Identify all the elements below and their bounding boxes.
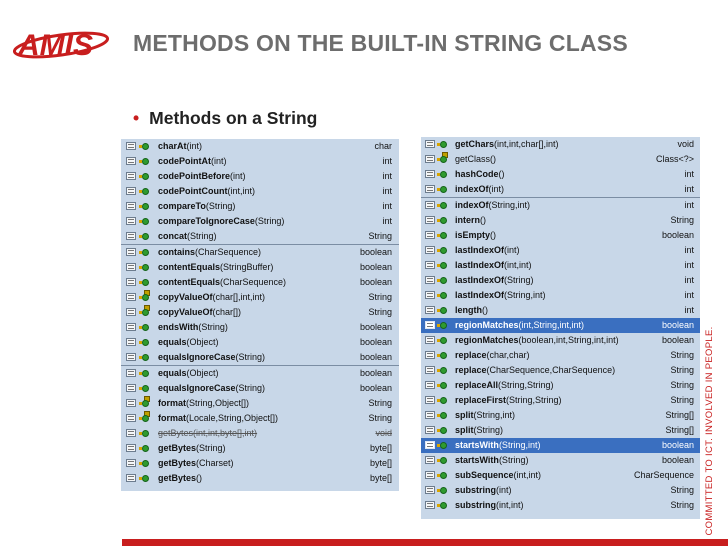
method-name: endsWith — [158, 322, 199, 332]
method-icon — [142, 249, 149, 256]
method-icon — [142, 415, 149, 422]
method-icon — [440, 186, 447, 193]
list-item[interactable] — [121, 335, 399, 350]
method-icon — [440, 171, 447, 178]
method-name: getChars — [455, 139, 495, 149]
method-name: charAt — [158, 141, 187, 151]
return-type: boolean — [661, 440, 694, 450]
method-name: hashCode — [455, 169, 499, 179]
return-type: byte[] — [369, 443, 392, 453]
return-type: String — [368, 292, 392, 302]
return-type: boolean — [359, 322, 392, 332]
list-icon — [126, 444, 136, 452]
method-icon — [440, 337, 447, 344]
method-args: (char[]) — [212, 307, 242, 317]
bullet-dot-icon: • — [133, 108, 140, 128]
return-type: char — [374, 141, 392, 151]
method-name: contentEquals — [158, 262, 221, 272]
method-args: (String) — [235, 383, 266, 393]
list-item[interactable] — [121, 169, 399, 184]
list-item[interactable] — [421, 378, 700, 393]
method-args: (int) — [504, 245, 520, 255]
method-args: (Locale,String,Object[]) — [186, 413, 279, 423]
list-item[interactable] — [121, 381, 399, 396]
method-args: (int) — [211, 156, 227, 166]
method-name: replace — [455, 350, 487, 360]
return-type: boolean — [661, 455, 694, 465]
method-icon — [440, 262, 447, 269]
method-args: (String,int) — [473, 410, 516, 420]
method-icon — [440, 202, 447, 209]
method-name: compareTo — [158, 201, 206, 211]
list-item[interactable] — [421, 483, 700, 498]
method-icon — [440, 292, 447, 299]
list-item[interactable] — [421, 423, 700, 438]
list-item[interactable] — [421, 167, 700, 182]
amis-logo — [12, 22, 110, 64]
list-icon — [425, 336, 435, 344]
method-icon — [142, 158, 149, 165]
method-args: () — [482, 305, 488, 315]
logo-text: AMIS — [18, 29, 93, 62]
page-title: METHODS ON THE BUILT-IN STRING CLASS — [133, 30, 628, 56]
list-icon — [126, 293, 136, 301]
method-name: lastIndexOf — [455, 275, 505, 285]
method-name: concat — [158, 231, 188, 241]
method-args: (Object) — [186, 368, 219, 378]
return-type: String — [670, 215, 694, 225]
method-icon — [440, 277, 447, 284]
method-args: (CharSequence) — [195, 247, 262, 257]
method-name: codePointAt — [158, 156, 211, 166]
return-type: int — [382, 201, 392, 211]
return-type: byte[] — [369, 458, 392, 468]
method-name: split — [455, 410, 474, 420]
list-item[interactable] — [121, 411, 399, 426]
method-args: (CharSequence) — [220, 277, 287, 287]
method-args: () — [196, 473, 203, 483]
method-args: (int) — [186, 141, 203, 151]
method-icon — [440, 247, 447, 254]
list-icon — [425, 366, 435, 374]
method-name: equalsIgnoreCase — [158, 352, 236, 362]
list-icon — [425, 396, 435, 404]
list-icon — [425, 140, 435, 148]
list-icon — [126, 248, 136, 256]
return-type: String — [368, 231, 392, 241]
method-icon — [440, 352, 447, 359]
method-name: lastIndexOf — [455, 245, 505, 255]
completion-list-right[interactable] — [421, 137, 700, 519]
method-name: copyValueOf — [158, 307, 213, 317]
return-type: boolean — [359, 337, 392, 347]
method-args: (int,int) — [513, 470, 542, 480]
return-type: boolean — [359, 383, 392, 393]
method-name: subSequence — [455, 470, 514, 480]
list-icon — [425, 486, 435, 494]
list-item-deprecated[interactable] — [121, 426, 399, 441]
method-name: replace — [455, 365, 487, 375]
list-icon — [425, 441, 435, 449]
list-icon — [126, 172, 136, 180]
list-icon — [126, 459, 136, 467]
method-icon — [142, 460, 149, 467]
method-args: (String) — [235, 352, 266, 362]
method-args: (StringBuffer) — [220, 262, 274, 272]
list-icon — [425, 185, 435, 193]
method-name: startsWith — [455, 440, 499, 450]
list-item[interactable] — [421, 182, 700, 197]
method-icon — [142, 445, 149, 452]
return-type: String — [670, 395, 694, 405]
list-item[interactable] — [121, 350, 399, 365]
method-args: (Object) — [186, 337, 219, 347]
completion-list-left[interactable] — [121, 139, 399, 491]
method-args: (int) — [496, 485, 512, 495]
method-name: intern — [455, 215, 481, 225]
method-name: replaceFirst — [455, 395, 507, 405]
method-name: lastIndexOf — [455, 290, 505, 300]
list-item[interactable] — [421, 468, 700, 483]
return-type: String — [670, 380, 694, 390]
return-type: int — [684, 290, 694, 300]
method-args: (String) — [205, 201, 236, 211]
method-name: contentEquals — [158, 277, 221, 287]
method-icon — [440, 156, 447, 163]
method-icon — [142, 294, 149, 301]
method-icon — [440, 457, 447, 464]
return-type: int — [684, 245, 694, 255]
list-icon — [425, 246, 435, 254]
return-type: int — [382, 171, 392, 181]
method-args: (String,int) — [488, 200, 531, 210]
return-type: String[] — [665, 410, 694, 420]
list-item[interactable] — [421, 453, 700, 468]
list-item[interactable] — [421, 303, 700, 318]
method-args: () — [490, 230, 497, 240]
method-args: (int) — [230, 171, 246, 181]
method-name: format — [158, 413, 187, 423]
list-item[interactable] — [421, 288, 700, 303]
return-type: void — [375, 428, 392, 438]
return-type: boolean — [359, 247, 392, 257]
list-item[interactable] — [421, 498, 700, 513]
list-icon — [425, 216, 435, 224]
method-name: equalsIgnoreCase — [158, 383, 236, 393]
return-type: int — [684, 305, 694, 315]
list-item-selected[interactable] — [421, 318, 700, 333]
return-type: int — [684, 260, 694, 270]
list-item[interactable] — [121, 365, 399, 381]
list-icon — [126, 202, 136, 210]
method-icon — [142, 339, 149, 346]
list-item[interactable] — [121, 275, 399, 290]
method-args: (String,Object[]) — [186, 398, 250, 408]
method-args: (boolean,int,String,int,int) — [518, 335, 619, 345]
list-icon — [425, 261, 435, 269]
method-icon — [142, 264, 149, 271]
method-icon — [440, 232, 447, 239]
list-item[interactable] — [421, 363, 700, 378]
list-item[interactable] — [421, 197, 700, 213]
list-icon — [425, 456, 435, 464]
method-icon — [142, 309, 149, 316]
method-args: (String) — [473, 425, 504, 435]
list-icon — [126, 429, 136, 437]
method-args: (String) — [504, 275, 534, 285]
list-icon — [126, 369, 136, 377]
list-icon — [126, 474, 136, 482]
list-icon — [425, 351, 435, 359]
method-name: isEmpty — [455, 230, 491, 240]
method-args: (int,int,byte[],int) — [193, 428, 258, 438]
method-name: getBytes — [158, 473, 197, 483]
method-name: regionMatches — [455, 335, 519, 345]
list-icon — [126, 187, 136, 195]
method-icon — [142, 143, 149, 150]
method-name: substring — [455, 485, 497, 495]
method-args: (int,int,char[],int) — [494, 139, 559, 149]
method-args: (String) — [196, 443, 226, 453]
list-item[interactable] — [121, 305, 399, 320]
list-icon — [126, 399, 136, 407]
list-item[interactable] — [121, 184, 399, 199]
list-icon — [126, 217, 136, 225]
list-item[interactable] — [421, 258, 700, 273]
list-icon — [425, 155, 435, 163]
list-icon — [425, 231, 435, 239]
method-icon — [142, 173, 149, 180]
return-type: String — [670, 485, 694, 495]
list-item[interactable] — [421, 137, 700, 152]
list-icon — [126, 338, 136, 346]
list-item[interactable] — [121, 471, 399, 486]
list-item[interactable] — [121, 290, 399, 305]
method-name: getBytes — [158, 428, 194, 438]
method-name: equals — [158, 337, 187, 347]
list-icon — [126, 414, 136, 422]
method-icon — [440, 217, 447, 224]
list-item[interactable] — [121, 396, 399, 411]
method-name: replaceAll — [455, 380, 499, 390]
list-icon — [425, 201, 435, 209]
footer-bar — [122, 539, 728, 546]
method-args: (String,int) — [498, 440, 541, 450]
method-name: indexOf — [455, 200, 489, 210]
list-item[interactable] — [121, 199, 399, 214]
tagline-text: COMMITTED TO ICT. INVOLVED IN PEOPLE. — [704, 326, 715, 536]
return-type: byte[] — [369, 473, 392, 483]
method-args: (char[],int,int) — [212, 292, 266, 302]
method-icon — [142, 218, 149, 225]
list-item[interactable] — [421, 152, 700, 167]
method-icon — [142, 324, 149, 331]
method-icon — [142, 203, 149, 210]
list-icon — [126, 353, 136, 361]
return-type: String — [368, 398, 392, 408]
list-item[interactable] — [121, 214, 399, 229]
return-type: String — [368, 307, 392, 317]
list-item[interactable] — [121, 139, 399, 154]
method-name: lastIndexOf — [455, 260, 505, 270]
method-args: (String,String) — [498, 380, 554, 390]
method-icon — [440, 141, 447, 148]
return-type: String — [368, 413, 392, 423]
return-type: Class<?> — [655, 154, 694, 164]
return-type: String — [670, 500, 694, 510]
method-name: equals — [158, 368, 187, 378]
method-icon — [142, 354, 149, 361]
list-item[interactable] — [121, 154, 399, 169]
method-icon — [440, 307, 447, 314]
return-type: boolean — [661, 320, 694, 330]
bullet-text: Methods on a String — [149, 108, 318, 128]
method-args: (int,String,int,int) — [518, 320, 585, 330]
method-icon — [142, 430, 149, 437]
method-args: (String,String) — [506, 395, 562, 405]
list-item[interactable] — [421, 333, 700, 348]
list-icon — [126, 308, 136, 316]
method-args: (String) — [498, 455, 529, 465]
method-name: indexOf — [455, 184, 489, 194]
method-args: (String,int) — [504, 290, 546, 300]
list-item[interactable] — [421, 393, 700, 408]
method-name: regionMatches — [455, 320, 519, 330]
method-name: codePointCount — [158, 186, 228, 196]
list-item[interactable] — [121, 441, 399, 456]
list-icon — [425, 501, 435, 509]
return-type: int — [684, 275, 694, 285]
method-icon — [440, 367, 447, 374]
list-icon — [425, 426, 435, 434]
return-type: String — [670, 365, 694, 375]
method-icon — [440, 397, 447, 404]
method-name: codePointBefore — [158, 171, 231, 181]
method-name: split — [455, 425, 474, 435]
method-icon — [142, 233, 149, 240]
list-item[interactable] — [121, 320, 399, 335]
tagline — [700, 321, 720, 541]
method-args: () — [490, 154, 497, 164]
list-item[interactable] — [121, 229, 399, 244]
method-name: contains — [158, 247, 196, 257]
method-icon — [440, 322, 447, 329]
return-type: int — [684, 184, 694, 194]
return-type: boolean — [661, 335, 694, 345]
list-icon — [126, 157, 136, 165]
return-type: String[] — [665, 425, 694, 435]
return-type: boolean — [359, 277, 392, 287]
method-icon — [142, 279, 149, 286]
return-type: boolean — [359, 352, 392, 362]
method-name: copyValueOf — [158, 292, 213, 302]
method-name: startsWith — [455, 455, 499, 465]
method-icon — [142, 385, 149, 392]
method-args: (char,char) — [486, 350, 530, 360]
list-item[interactable] — [421, 213, 700, 228]
method-icon — [440, 412, 447, 419]
bullet-item — [133, 108, 317, 129]
list-icon — [126, 278, 136, 286]
method-name: compareToIgnoreCase — [158, 216, 255, 226]
method-name: format — [158, 398, 187, 408]
list-item[interactable] — [421, 228, 700, 243]
list-item[interactable] — [121, 244, 399, 260]
method-args: (CharSequence,CharSequence) — [486, 365, 616, 375]
method-args: () — [498, 169, 505, 179]
method-args: (int,int) — [504, 260, 532, 270]
return-type: int — [684, 200, 694, 210]
return-type: CharSequence — [633, 470, 694, 480]
method-name: getClass — [455, 154, 491, 164]
method-icon — [142, 370, 149, 377]
list-icon — [126, 142, 136, 150]
method-icon — [440, 442, 447, 449]
list-icon — [126, 323, 136, 331]
return-type: boolean — [359, 262, 392, 272]
method-args: (String) — [187, 231, 217, 241]
method-args: (String) — [254, 216, 285, 226]
list-item[interactable] — [121, 260, 399, 275]
list-icon — [425, 411, 435, 419]
list-item[interactable] — [421, 273, 700, 288]
return-type: String — [670, 350, 694, 360]
list-item[interactable] — [121, 456, 399, 471]
list-icon — [425, 276, 435, 284]
return-type: boolean — [661, 230, 694, 240]
return-type: int — [684, 169, 694, 179]
list-icon — [425, 170, 435, 178]
method-icon — [440, 487, 447, 494]
list-icon — [425, 306, 435, 314]
list-item-selected[interactable] — [421, 438, 700, 453]
list-icon — [425, 291, 435, 299]
return-type: int — [382, 186, 392, 196]
method-args: (int,int) — [227, 186, 256, 196]
return-type: boolean — [359, 368, 392, 378]
method-icon — [142, 475, 149, 482]
method-icon — [142, 188, 149, 195]
method-icon — [440, 472, 447, 479]
list-icon — [126, 232, 136, 240]
method-args: (String) — [198, 322, 228, 332]
method-args: () — [480, 215, 487, 225]
list-icon — [425, 381, 435, 389]
method-name: getBytes — [158, 443, 197, 453]
method-name: getBytes — [158, 458, 197, 468]
list-icon — [425, 471, 435, 479]
method-args: (int) — [488, 184, 505, 194]
return-type: int — [382, 216, 392, 226]
return-type: int — [382, 156, 392, 166]
list-item[interactable] — [421, 348, 700, 363]
method-args: (Charset) — [196, 458, 234, 468]
method-icon — [440, 427, 447, 434]
list-item[interactable] — [421, 408, 700, 423]
method-name: length — [455, 305, 482, 315]
list-icon — [425, 321, 435, 329]
return-type: void — [677, 139, 694, 149]
method-name: substring — [455, 500, 497, 510]
method-args: (int,int) — [496, 500, 524, 510]
method-icon — [440, 502, 447, 509]
list-icon — [126, 263, 136, 271]
method-icon — [440, 382, 447, 389]
method-icon — [142, 400, 149, 407]
list-icon — [126, 384, 136, 392]
list-item[interactable] — [421, 243, 700, 258]
